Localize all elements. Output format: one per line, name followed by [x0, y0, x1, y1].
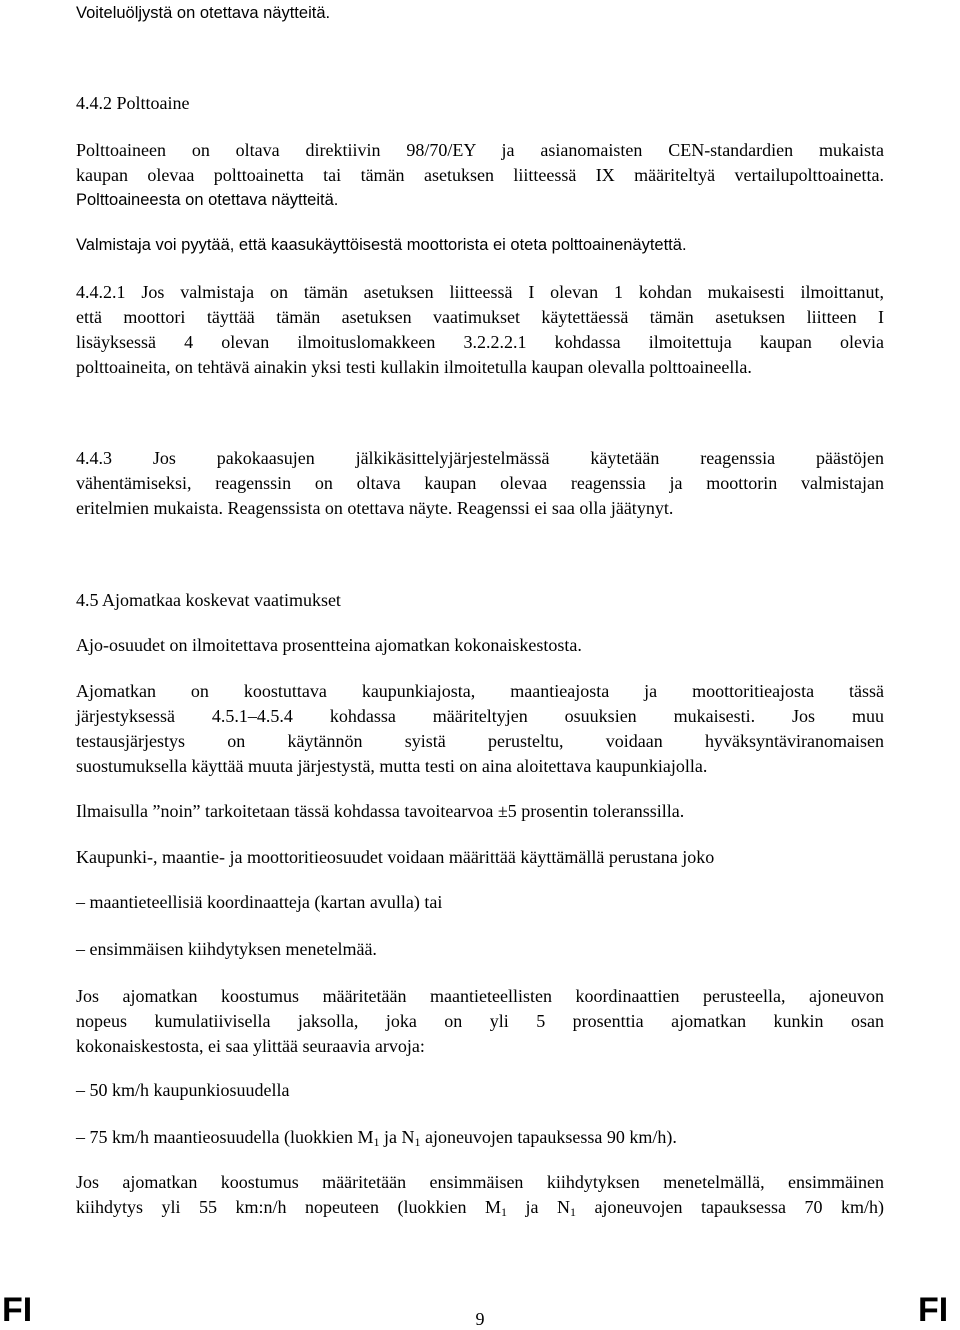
text-line: Jos ajomatkan koostumus määritetään maantieteellisten koordinaattien perusteella, ajoneuvon [76, 986, 884, 1006]
text-line: eritelmien mukaista. Reagenssista on otettava näyte. Reagenssi ei saa olla jäätynyt. [76, 498, 674, 518]
text-run: ja N [379, 1127, 415, 1147]
text-line: Polttoaineen on oltava direktiivin 98/70/EY ja asianomaisten CEN-standardien mukaista [76, 140, 884, 160]
bullet-item: – maantieteellisiä koordinaatteja (kartan avulla) tai [76, 892, 443, 912]
text-line: Ajomatkan on koostuttava kaupunkiajosta, maantieajosta ja moottoritieajosta tässä [76, 681, 884, 701]
text-line: järjestyksessä 4.5.1–4.5.4 kohdassa määriteltyjen osuuksien mukaisesti. Jos muu [76, 706, 884, 726]
text-line: lisäyksessä 4 olevan ilmoituslomakkeen 3.2.2.2.1 kohdassa ilmoitettuja kaupan olevia [76, 332, 884, 352]
text-run: – 75 km/h maantieosuudella (luokkien M [76, 1127, 374, 1147]
text-line: kaupan olevaa polttoainetta tai tämän asetuksen liitteessä IX määriteltyä vertailupolttoainetta. [76, 165, 884, 185]
section-heading-4-5: 4.5 Ajomatkaa koskevat vaatimukset [76, 590, 341, 610]
text-line: Voiteluöljystä on otettava näytteitä. [76, 4, 331, 22]
page-number: 9 [475, 1309, 485, 1329]
text-line: Ajo-osuudet on ilmoitettava prosentteina ajomatkan kokonaiskestosta. [76, 635, 582, 655]
text-line: nopeus kumulatiivisella jaksolla, joka on yli 5 prosenttia ajomatkan kunkin osan [76, 1011, 884, 1031]
bullet-item: – ensimmäisen kiihdytyksen menetelmää. [76, 939, 377, 959]
bullet-item: – 50 km/h kaupunkiosuudella [76, 1080, 290, 1100]
text-run: ja N [507, 1197, 571, 1217]
subscript: 1 [501, 1205, 508, 1219]
text-line: Polttoaineesta on otettava näytteitä. [76, 191, 339, 209]
text-line: polttoaineita, on tehtävä ainakin yksi testi kullakin ilmoitetulla kaupan olevalla polttoaineella. [76, 357, 752, 377]
text-line: Ilmaisulla ”noin” tarkoitetaan tässä kohdassa tavoitearvoa ±5 prosentin toleranssilla. [76, 801, 685, 821]
footer-language-code-left: FI [2, 1291, 33, 1329]
text-line: Jos ajomatkan koostumus määritetään ensimmäisen kiihdytyksen menetelmällä, ensimmäinen [76, 1172, 884, 1192]
text-run: ajoneuvojen tapauksessa 90 km/h). [420, 1127, 677, 1147]
text-line: että moottori täyttää tämän asetuksen vaatimukset käytettäessä tämän asetuksen liitteen I [76, 307, 884, 327]
subscript: 1 [570, 1205, 577, 1219]
text-line: suostumuksella käyttää muuta järjestystä, mutta testi on aina aloitettava kaupunkiajolla. [76, 756, 708, 776]
subscript: 1 [414, 1135, 421, 1149]
subscript: 1 [373, 1135, 380, 1149]
section-heading-4-4-2: 4.4.2 Polttoaine [76, 93, 190, 113]
text-line: 4.4.2.1 Jos valmistaja on tämän asetuksen liitteessä I olevan 1 kohdan mukaisesti ilmoittanut, [76, 282, 884, 302]
text-line: Valmistaja voi pyytää, että kaasukäyttöisestä moottorista ei oteta polttoainenäytettä. [76, 236, 687, 254]
footer-language-code-right: FI [918, 1291, 949, 1329]
text-line: kokonaiskestosta, ei saa ylittää seuraavia arvoja: [76, 1036, 425, 1056]
text-line: Kaupunki-, maantie- ja moottoritieosuudet voidaan määrittää käyttämällä perustana joko [76, 847, 715, 867]
text-line: vähentämiseksi, reagenssin on oltava kaupan olevaa reagenssia ja moottorin valmistajan [76, 473, 884, 493]
text-line: testausjärjestys on käytännön syistä perusteltu, voidaan hyväksyntäviranomaisen [76, 731, 884, 751]
text-run: ajoneuvojen tapauksessa 70 km/h) [576, 1197, 884, 1217]
bullet-item [76, 1126, 677, 1148]
text-line: 4.4.3 Jos pakokaasujen jälkikäsittelyjärjestelmässä käytetään reagenssia päästöjen [76, 448, 884, 468]
text-run: kiihdytys yli 55 km:n/h nopeuteen (luokkien M [76, 1197, 502, 1217]
text-line [76, 1196, 884, 1218]
